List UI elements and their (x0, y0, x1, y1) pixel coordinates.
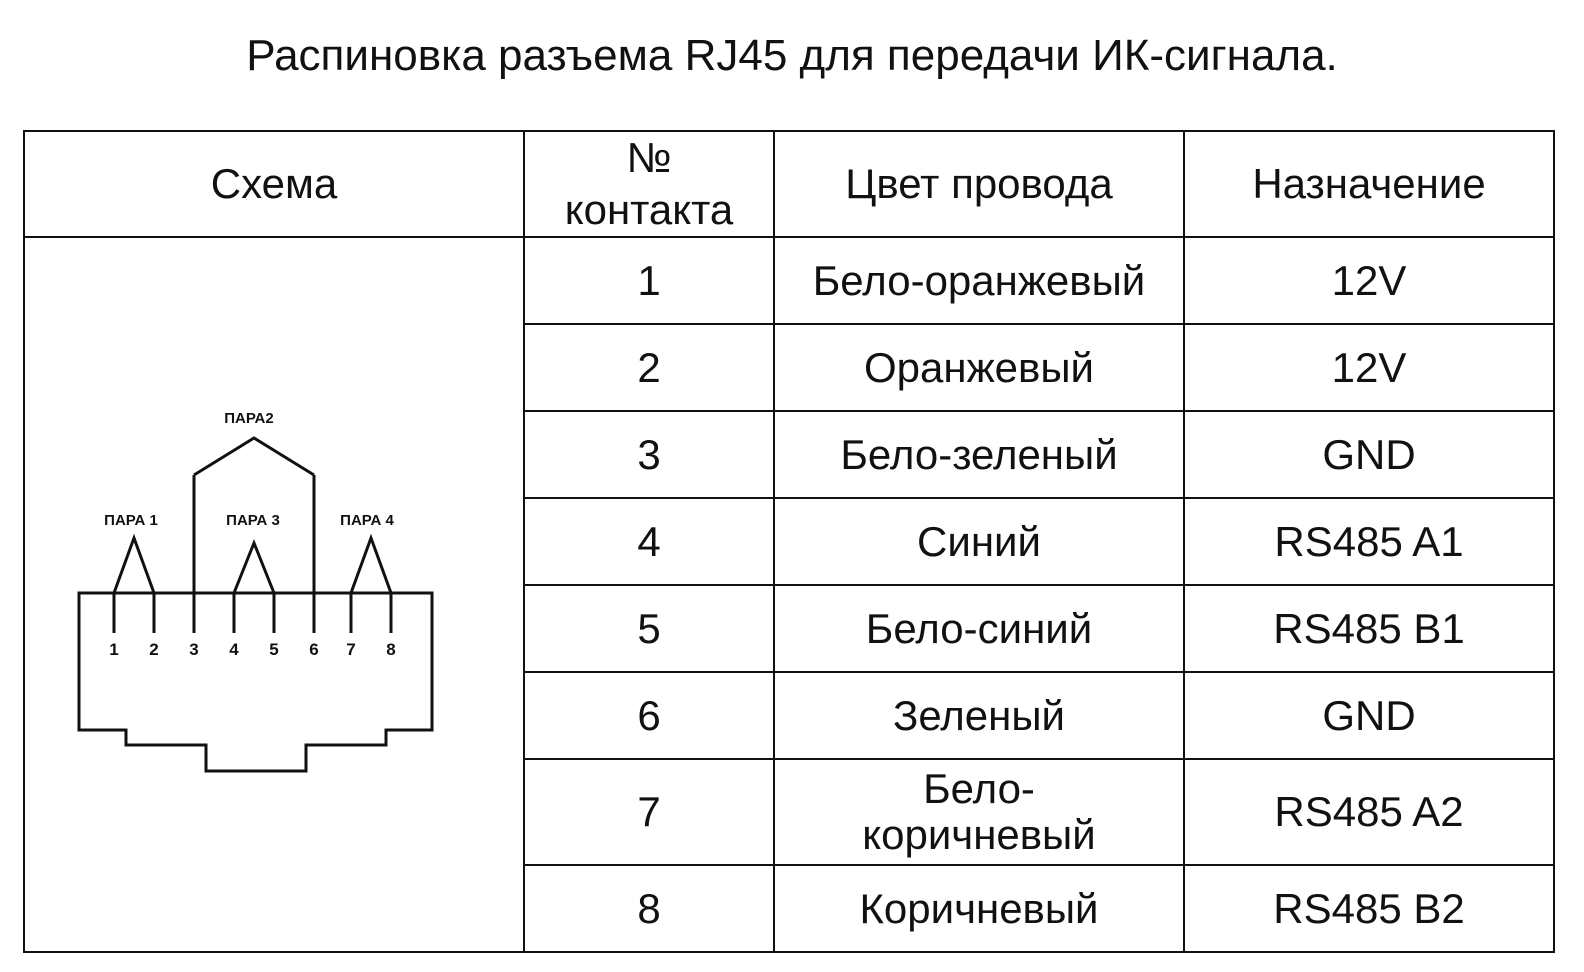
scheme-cell (24, 237, 524, 952)
pair1-link (114, 538, 154, 593)
pin-number-6: 6 (309, 639, 319, 659)
pin-number-2: 2 (149, 639, 159, 659)
header-wire-color: Цвет провода (774, 131, 1184, 237)
contact-number-cell: 8 (524, 865, 774, 952)
pair2-link (194, 438, 314, 475)
connector-body-outline (79, 593, 432, 771)
pair3-label: ПАРА 3 (226, 511, 280, 529)
pin-wires (114, 475, 391, 633)
wire-color-cell: Синий (774, 498, 1184, 585)
pinout-table (23, 130, 1555, 953)
pin-number-3: 3 (189, 639, 199, 659)
purpose-cell: 12V (1184, 324, 1554, 411)
wire-color-line2: коричневый (862, 811, 1096, 858)
pair2-label: ПАРА2 (224, 409, 274, 427)
purpose-cell: GND (1184, 672, 1554, 759)
table-row (24, 237, 1554, 324)
purpose-cell: 12V (1184, 237, 1554, 324)
pair4-label: ПАРА 4 (340, 511, 394, 529)
header-scheme: Схема (24, 131, 524, 237)
wire-color-cell: Бело-синий (774, 585, 1184, 672)
contact-number-cell: 3 (524, 411, 774, 498)
contact-number-cell: 6 (524, 672, 774, 759)
wire-color-cell: Зеленый (774, 672, 1184, 759)
header-contact-word: контакта (564, 186, 734, 233)
pair3-link (234, 543, 274, 593)
wire-color-cell: Оранжевый (774, 324, 1184, 411)
wire-color-cell: Коричневый (774, 865, 1184, 952)
wire-color-cell (774, 759, 1184, 865)
purpose-cell: GND (1184, 411, 1554, 498)
pair1-label: ПАРА 1 (104, 511, 158, 529)
header-contact-number (524, 131, 774, 237)
contact-number-cell: 1 (524, 237, 774, 324)
purpose-cell: RS485 B2 (1184, 865, 1554, 952)
pair4-link (351, 538, 391, 593)
header-contact-symbol: № (626, 134, 672, 181)
purpose-cell: RS485 B1 (1184, 585, 1554, 672)
pin-number-1: 1 (109, 639, 119, 659)
page-title: Распиновка разъема RJ45 для передачи ИК-сигнала. (246, 31, 1338, 80)
pin-numbers (109, 640, 395, 659)
contact-number-cell: 2 (524, 324, 774, 411)
pin-number-7: 7 (346, 639, 356, 659)
rj45-connector-diagram (64, 395, 484, 795)
wire-color-line1: Бело- (923, 765, 1035, 812)
contact-number-cell: 5 (524, 585, 774, 672)
header-purpose: Назначение (1184, 131, 1554, 237)
pin-number-5: 5 (269, 639, 279, 659)
purpose-cell: RS485 A2 (1184, 759, 1554, 865)
pin-number-8: 8 (386, 639, 396, 659)
contact-number-cell: 4 (524, 498, 774, 585)
pin-number-4: 4 (229, 639, 239, 659)
contact-number-cell: 7 (524, 759, 774, 865)
wire-color-cell: Бело-оранжевый (774, 237, 1184, 324)
purpose-cell: RS485 A1 (1184, 498, 1554, 585)
wire-color-cell: Бело-зеленый (774, 411, 1184, 498)
table-header-row (24, 131, 1554, 237)
